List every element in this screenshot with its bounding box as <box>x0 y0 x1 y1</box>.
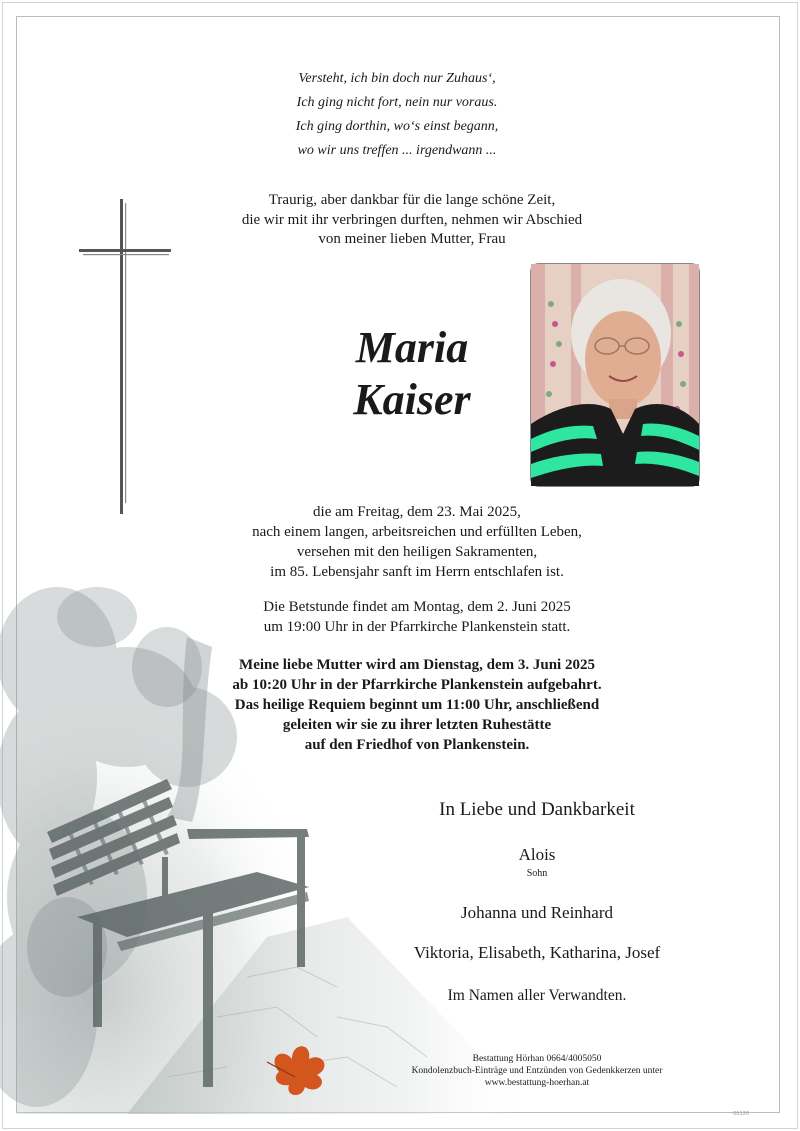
intro-line: Traurig, aber dankbar für die lange schöne Zeit, <box>268 192 556 208</box>
son-name: Alois <box>518 845 556 864</box>
son-role: Sohn <box>526 868 548 879</box>
prayer-line: um 19:00 Uhr in der Pfarrkirche Plankenstein statt. <box>263 619 571 635</box>
footer <box>367 1053 707 1089</box>
death-line: nach einem langen, arbeitsreichen und erfüllten Leben, <box>252 524 582 540</box>
funeral-home: Bestattung Hörhan 0664/4005050 <box>472 1054 602 1064</box>
prayer-line: Die Betstunde findet am Montag, dem 2. Juni 2025 <box>263 599 571 615</box>
funeral-line: geleiten wir sie zu ihrer letzten Ruhestätte <box>282 717 552 733</box>
intro-text <box>177 191 647 250</box>
poem-line: wo wir uns treffen ... irgendwann ... <box>297 143 497 158</box>
poem <box>207 67 587 163</box>
intro-line: von meiner lieben Mutter, Frau <box>318 231 506 247</box>
print-code: 00126 <box>733 1111 749 1117</box>
death-line: versehen mit den heiligen Sakramenten, <box>296 544 538 560</box>
first-name: Maria <box>355 323 469 372</box>
website-link[interactable]: www.bestattung-hoerhan.at <box>484 1078 590 1088</box>
deceased-name <box>287 322 537 426</box>
portrait-illustration <box>531 264 699 486</box>
prayer-notice <box>192 597 642 637</box>
relatives-line: Im Namen aller Verwandten. <box>447 987 627 1004</box>
funeral-line: auf den Friedhof von Plankenstein. <box>304 737 530 753</box>
intro-line: die wir mit ihr verbringen durften, nehmen wir Abschied <box>241 211 583 228</box>
poem-line: Versteht, ich bin doch nur Zuhaus‘, <box>298 71 496 86</box>
portrait-photo <box>530 263 700 487</box>
condolence-note: Kondolenzbuch-Einträge und Entzünden von Gedenkkerzen unter <box>411 1066 663 1076</box>
last-name: Kaiser <box>353 375 471 424</box>
death-line: im 85. Lebensjahr sanft im Herrn entschlafen ist. <box>270 564 564 580</box>
parte-card <box>16 16 780 1117</box>
funeral-line: ab 10:20 Uhr in der Pfarrkirche Plankenstein aufgebahrt. <box>232 677 602 693</box>
poem-line: Ich ging nicht fort, nein nur voraus. <box>296 95 498 110</box>
poem-line: Ich ging dorthin, wo‘s einst begann, <box>295 119 499 134</box>
family-line: Johanna und Reinhard <box>460 903 614 922</box>
cross-icon <box>77 197 177 517</box>
death-line: die am Freitag, dem 23. Mai 2025, <box>313 504 521 520</box>
funeral-line: Das heilige Requiem beginnt um 11:00 Uhr, anschließend <box>234 697 600 713</box>
funeral-line: Meine liebe Mutter wird am Dienstag, dem 3. Juni 2025 <box>239 657 595 673</box>
family-line: Viktoria, Elisabeth, Katharina, Josef <box>413 943 661 962</box>
mourners-heading: In Liebe und Dankbarkeit <box>439 799 635 820</box>
death-notice <box>192 502 642 582</box>
funeral-notice <box>177 655 657 755</box>
